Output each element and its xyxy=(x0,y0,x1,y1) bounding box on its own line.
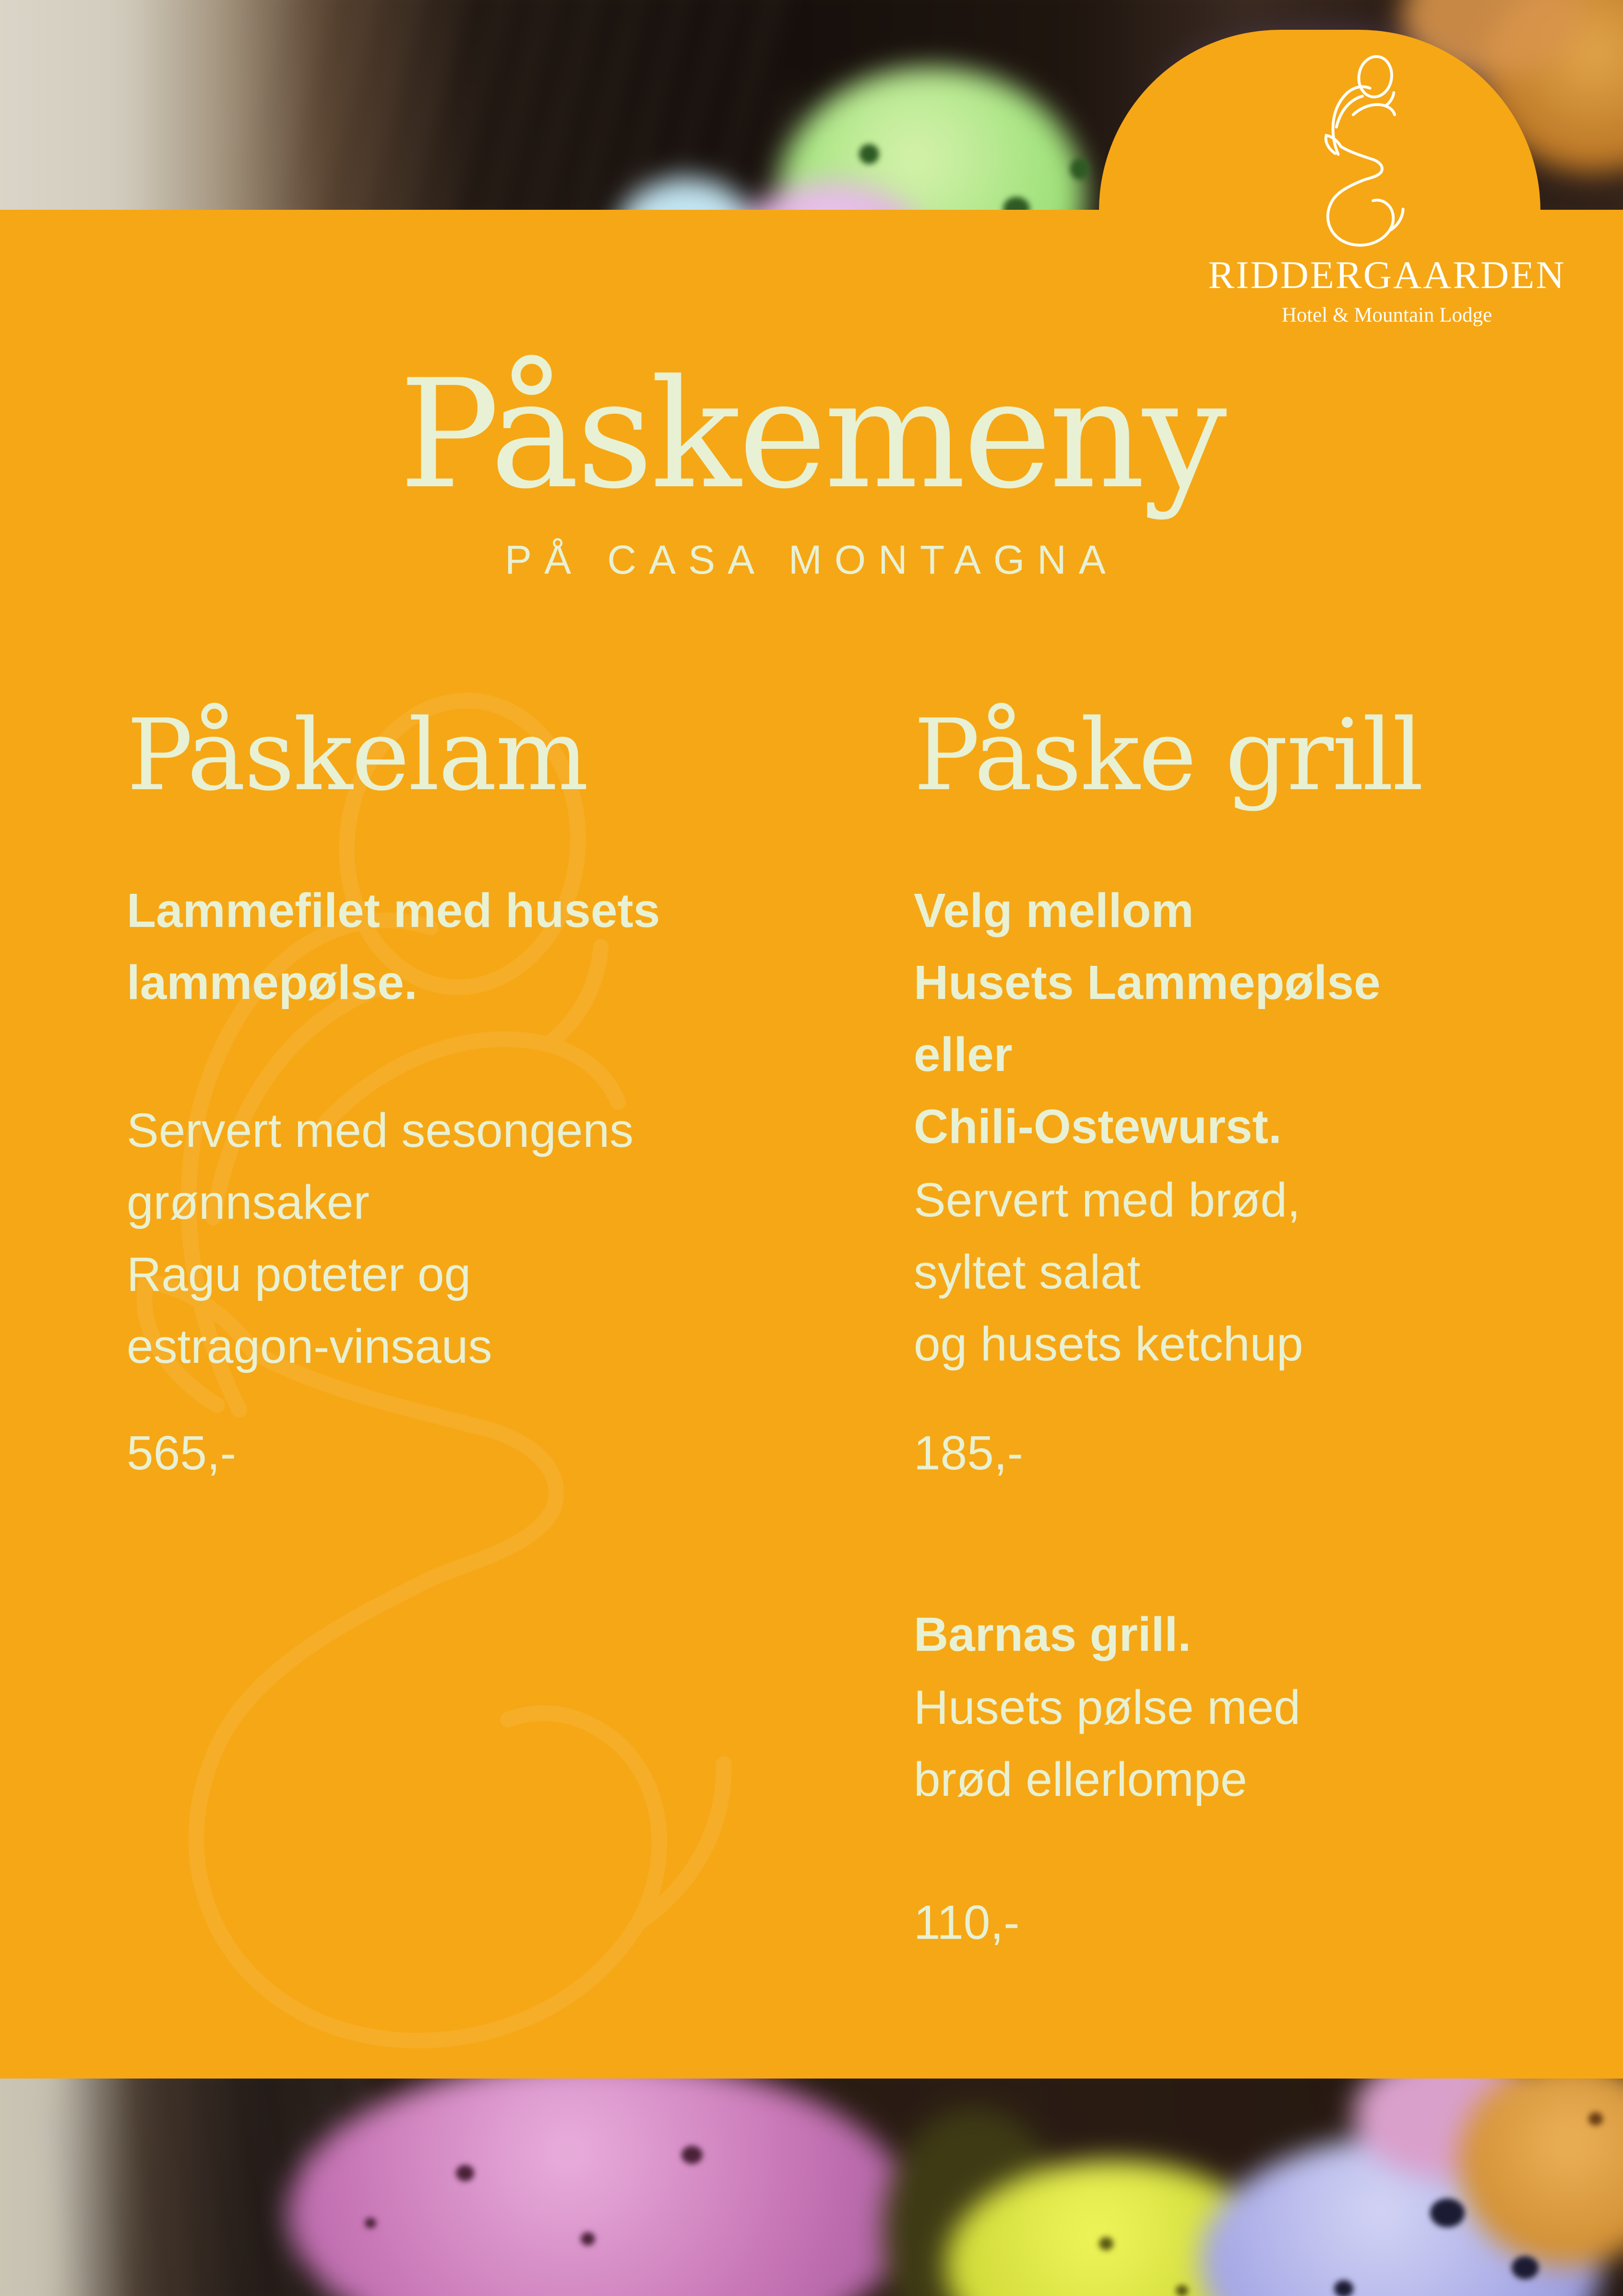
egg-speckle xyxy=(1512,2256,1539,2279)
right-dish-description xyxy=(914,1164,1303,1380)
kids-dish-price: 110,- xyxy=(914,1896,1020,1949)
brand-block xyxy=(1171,43,1603,327)
kids-dish-description xyxy=(914,1671,1301,1815)
menu-line: eller xyxy=(914,1028,1013,1082)
egg-speckle xyxy=(1334,2280,1353,2296)
section-heading-paskelam: Påskelam xyxy=(127,698,587,813)
menu-line: og husets ketchup xyxy=(914,1317,1303,1371)
menu-line: Husets Lammepølse xyxy=(914,956,1381,1010)
egg-speckle xyxy=(681,2146,703,2164)
egg-speckle xyxy=(1588,2112,1603,2126)
egg-speckle xyxy=(1070,158,1089,180)
right-dish-price: 185,- xyxy=(914,1426,1023,1480)
menu-line: Servert med sesongens xyxy=(127,1104,634,1157)
left-dish-description xyxy=(127,1094,633,1382)
deer-antler-logo-icon xyxy=(1141,43,1573,251)
page-title: Påskemeny xyxy=(399,347,1224,522)
left-dish-name xyxy=(127,875,660,1019)
egg-speckle xyxy=(1176,2285,1188,2296)
egg-speckle xyxy=(581,2232,595,2246)
egg-speckle xyxy=(1430,2199,1465,2227)
egg-speckle xyxy=(456,2165,474,2181)
menu-line: Servert med brød, xyxy=(914,1173,1301,1227)
menu-line: grønnsaker xyxy=(127,1176,370,1229)
left-dish-price: 565,- xyxy=(127,1426,236,1480)
menu-line: lammepølse. xyxy=(127,956,418,1010)
menu-line: Husets pølse med xyxy=(914,1681,1301,1734)
egg-speckle xyxy=(859,144,879,164)
kids-dish-name: Barnas grill. xyxy=(914,1608,1191,1661)
menu-line: estragon-vinsaus xyxy=(127,1320,492,1373)
menu-line: Ragu poteter og xyxy=(127,1248,471,1301)
egg-speckle xyxy=(1099,2237,1113,2250)
menu-line: syltet salat xyxy=(914,1245,1141,1299)
bottom-photo-blur xyxy=(0,2079,1623,2296)
egg-speckle xyxy=(365,2218,376,2228)
bottom-photo-easter-eggs xyxy=(0,2079,1623,2296)
twig-streaks xyxy=(240,0,792,210)
right-dish-options xyxy=(914,875,1381,1163)
brand-tagline: Hotel & Mountain Lodge xyxy=(1281,304,1492,326)
menu-line: Velg mellom xyxy=(914,884,1194,938)
menu-line: brød ellerlompe xyxy=(914,1753,1247,1806)
pink-egg xyxy=(288,2079,912,2296)
menu-line: Lammefilet med husets xyxy=(127,884,660,938)
page-subtitle: PÅ CASA MONTAGNA xyxy=(505,537,1118,582)
menu-line: Chili-Ostewurst. xyxy=(914,1100,1282,1154)
brand-name: RIDDERGAARDEN xyxy=(1208,253,1566,297)
section-heading-paske-grill: Påske grill xyxy=(914,698,1422,813)
